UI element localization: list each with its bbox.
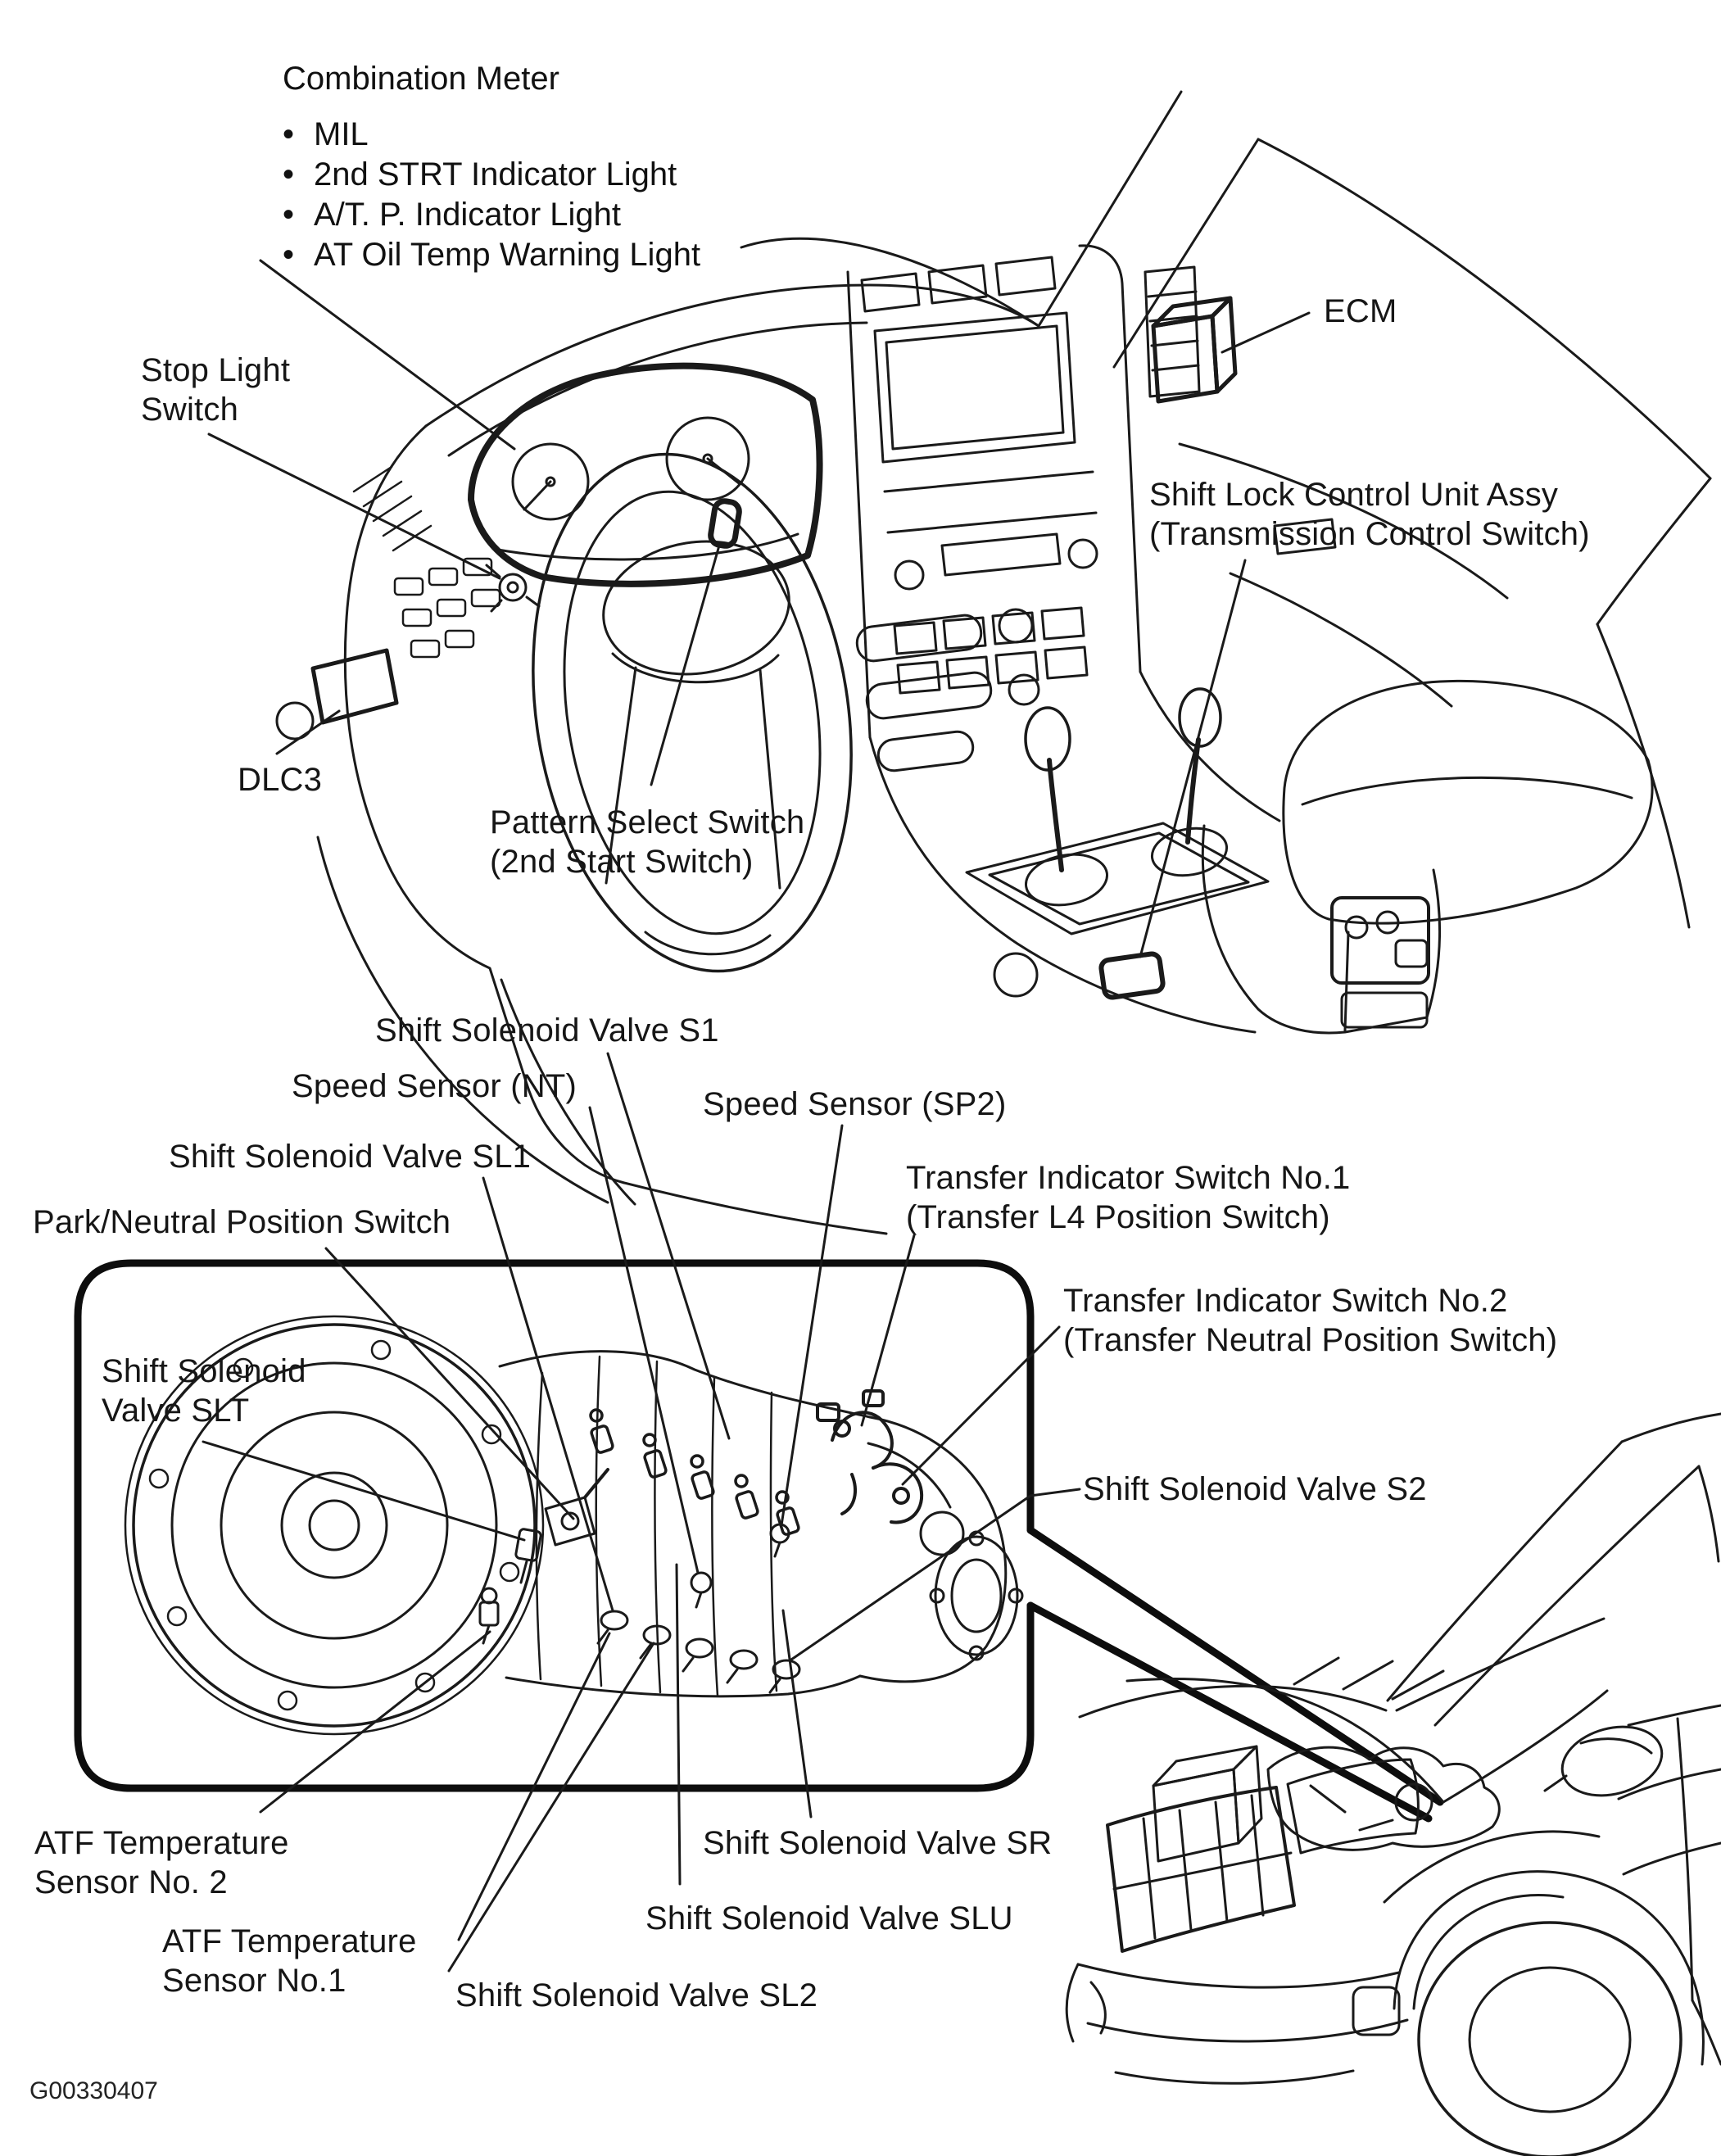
label-line: Switch — [141, 392, 239, 428]
label-shift-solenoid-valve-sr: Shift Solenoid Valve SR — [703, 1825, 1053, 1861]
label-atf-temperature-sensor-no2 — [34, 1823, 289, 1902]
label-shift-solenoid-valve-s2: Shift Solenoid Valve S2 — [1083, 1471, 1427, 1507]
dlc3-part — [313, 650, 396, 722]
label-shift-solenoid-valve-sl1: Shift Solenoid Valve SL1 — [169, 1139, 532, 1175]
combination-meter-item-mil: MIL — [314, 116, 369, 152]
combination-meter-title: Combination Meter — [283, 61, 559, 97]
upper-solenoid-connectors — [591, 1410, 799, 1535]
label-line: Shift Solenoid — [102, 1353, 306, 1389]
label-line: Sensor No. 2 — [34, 1864, 228, 1900]
bullet-icon: • — [283, 156, 295, 192]
label-atf-temperature-sensor-no1 — [162, 1922, 417, 2000]
steering-wheel — [498, 431, 887, 994]
label-line: (2nd Start Switch) — [490, 844, 754, 880]
label-transfer-indicator-switch-no2 — [1063, 1281, 1557, 1360]
combination-meter-item-2nd-strt: 2nd STRT Indicator Light — [314, 156, 677, 192]
ecm-part — [1153, 298, 1235, 401]
label-dlc3: DLC3 — [238, 762, 323, 798]
combination-meter-label — [283, 59, 700, 275]
combination-meter-item-at-oil-temp: AT Oil Temp Warning Light — [314, 237, 701, 273]
label-line: Transfer Indicator Switch No.2 — [1063, 1283, 1508, 1319]
switch-bank — [395, 559, 500, 657]
speed-sensor-nt-part — [691, 1573, 711, 1592]
label-ecm: ECM — [1324, 293, 1397, 329]
combination-meter-items — [283, 115, 700, 275]
label-line: ATF Temperature — [162, 1923, 417, 1959]
label-pattern-select-switch — [490, 803, 804, 881]
front-grille — [1107, 1787, 1294, 1951]
transfer-lever-knob — [1180, 689, 1221, 746]
label-line: Pattern Select Switch — [490, 804, 805, 840]
label-line: Stop Light — [141, 352, 291, 388]
label-line: Sensor No.1 — [162, 1963, 346, 1999]
label-shift-solenoid-valve-s1: Shift Solenoid Valve S1 — [375, 1012, 719, 1049]
label-shift-solenoid-valve-slt — [102, 1352, 306, 1430]
pnp-switch-part — [546, 1470, 608, 1545]
bullet-icon: • — [283, 197, 295, 233]
label-shift-solenoid-valve-sl2: Shift Solenoid Valve SL2 — [455, 1977, 818, 2013]
label-speed-sensor-nt: Speed Sensor (NT) — [292, 1068, 577, 1104]
label-speed-sensor-sp2: Speed Sensor (SP2) — [703, 1086, 1007, 1122]
pattern-select-switch-part — [709, 500, 740, 547]
label-line: (Transfer Neutral Position Switch) — [1063, 1322, 1558, 1358]
bullet-icon: • — [283, 237, 295, 273]
label-line: Shift Lock Control Unit Assy — [1149, 477, 1559, 513]
label-transfer-indicator-switch-no1 — [906, 1158, 1351, 1237]
zoom-wedge-lines — [1030, 1530, 1440, 1819]
label-park-neutral-position-switch: Park/Neutral Position Switch — [33, 1204, 451, 1240]
combination-meter-item-atp: A/T. P. Indicator Light — [314, 197, 622, 233]
label-line: ATF Temperature — [34, 1825, 289, 1861]
lower-solenoid-pods — [598, 1611, 799, 1692]
bullet-icon: • — [283, 116, 295, 152]
label-line: (Transmission Control Switch) — [1149, 516, 1590, 552]
battery-box — [1153, 1746, 1261, 1861]
label-line: (Transfer L4 Position Switch) — [906, 1199, 1330, 1235]
label-line: Transfer Indicator Switch No.1 — [906, 1160, 1351, 1196]
label-stop-light-switch — [141, 351, 290, 429]
vehicle-illustration — [1067, 1414, 1721, 2156]
atf-sensor-part — [480, 1588, 498, 1643]
combination-meter-part — [471, 366, 820, 584]
label-line: Valve SLT — [102, 1393, 250, 1429]
label-shift-solenoid-valve-slu: Shift Solenoid Valve SLU — [645, 1900, 1013, 1936]
transfer-switch-wires — [817, 1391, 922, 1523]
label-shift-lock-control-unit — [1149, 475, 1590, 554]
figure-code: G00330407 — [29, 2077, 158, 2104]
side-mirror — [1555, 1716, 1669, 1805]
front-wheel — [1419, 1923, 1681, 2156]
